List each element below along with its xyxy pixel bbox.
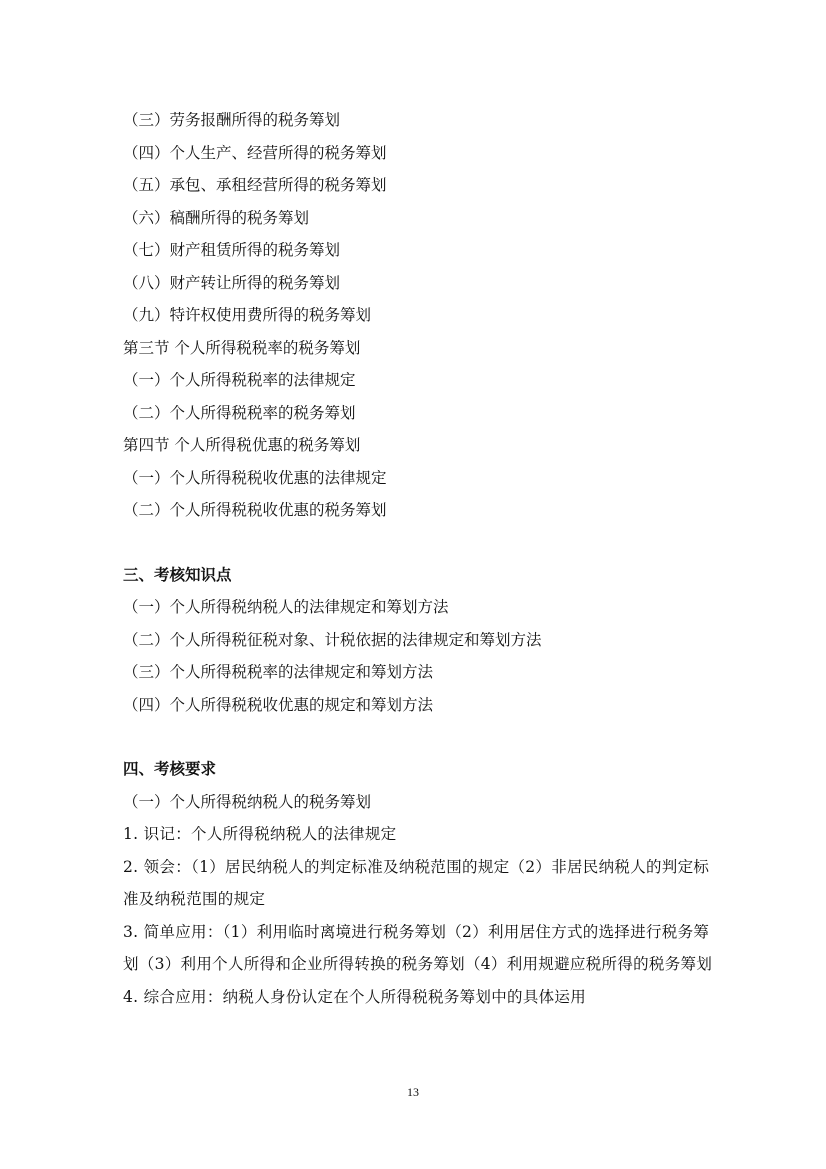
list-item: （七）财产租赁所得的税务筹划 (123, 241, 341, 259)
section-title: 第三节 个人所得税税率的税务筹划 (123, 338, 361, 357)
requirement-item: 4. 综合应用：纳税人身份认定在个人所得税税务筹划中的具体运用 (123, 987, 587, 1006)
requirements-subheading: （一）个人所得税纳税人的税务筹划 (123, 792, 372, 811)
list-item: （三）个人所得税税率的法律规定和筹划方法 (123, 663, 434, 681)
list-item: （三）劳务报酬所得的税务筹划 (123, 111, 341, 129)
list-item: （四）个人生产、经营所得的税务筹划 (123, 143, 387, 162)
spacer (123, 527, 713, 559)
list-item: （二）个人所得税税率的税务筹划 (123, 403, 356, 422)
knowledge-heading: 三、考核知识点 (123, 564, 232, 584)
list-item: （二）个人所得税税收优惠的税务筹划 (123, 501, 387, 519)
page-number: 13 (407, 1085, 419, 1099)
list-item: （八）财产转让所得的税务筹划 (123, 273, 341, 292)
list-item: （一）个人所得税纳税人的法律规定和筹划方法 (123, 598, 449, 616)
list-item: （九）特许权使用费所得的税务筹划 (123, 306, 372, 324)
requirement-item: 1. 识记：个人所得税纳税人的法律规定 (123, 825, 397, 843)
list-item: （一）个人所得税税率的法律规定 (123, 371, 356, 389)
page-content (123, 104, 713, 1013)
requirement-item: 2. 领会：（1）居民纳税人的判定标准及纳税范围的规定（2）非居民纳税人的判定标准及纳税范围的规定 (123, 857, 710, 908)
list-item: （四）个人所得税税收优惠的规定和筹划方法 (123, 695, 434, 714)
list-item: （五）承包、承租经营所得的税务筹划 (123, 176, 387, 194)
list-item: （六）稿酬所得的税务筹划 (123, 208, 310, 227)
requirement-item: 3. 简单应用：（1）利用临时离境进行税务筹划（2）利用居住方式的选择进行税务筹划（3）利用个人所得和企业所得转换的税务筹划（4）利用规避应税所得的税务筹划 (123, 922, 713, 973)
list-item: （一）个人所得税税收优惠的法律规定 (123, 468, 387, 487)
spacer (123, 721, 713, 753)
requirements-heading: 四、考核要求 (123, 759, 217, 778)
list-item: （二）个人所得税征税对象、计税依据的法律规定和筹划方法 (123, 630, 542, 649)
section-title: 第四节 个人所得税优惠的税务筹划 (123, 436, 361, 454)
